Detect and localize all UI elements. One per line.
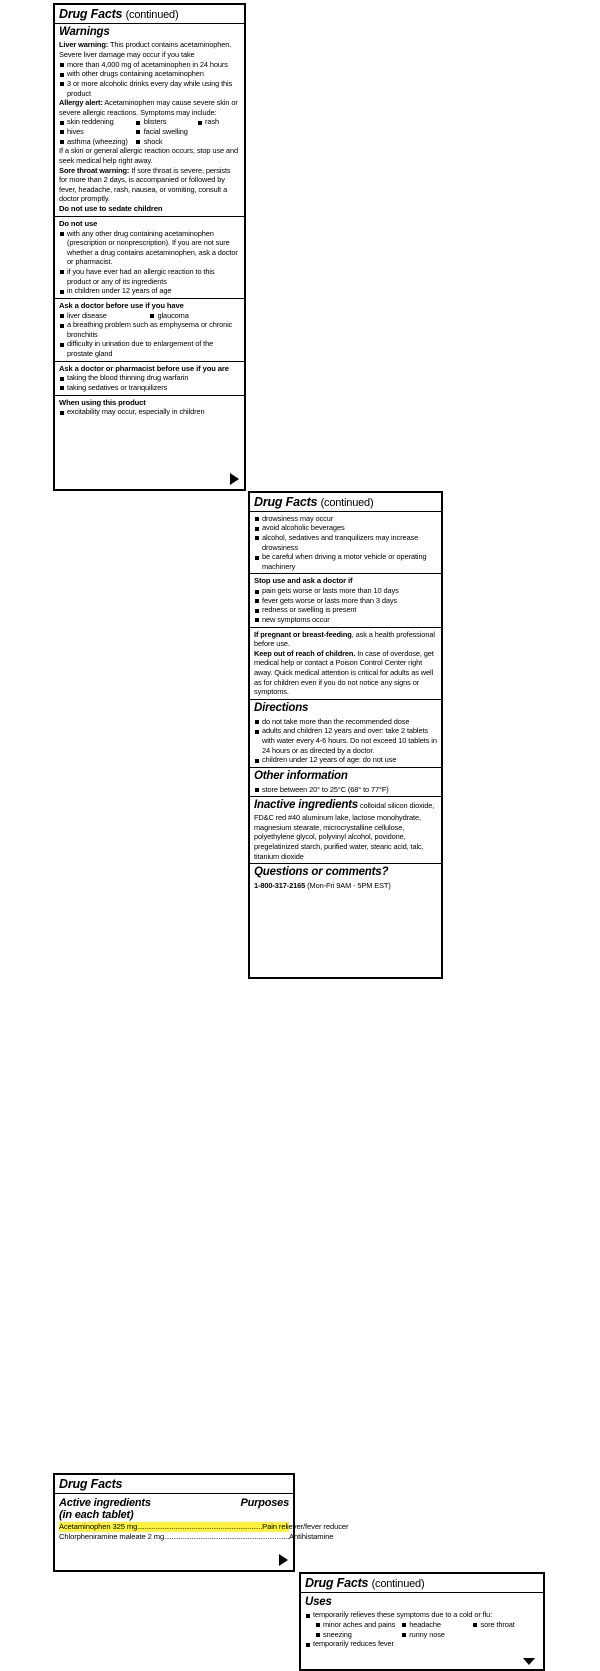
drug-facts-title: Drug Facts — [305, 1576, 369, 1590]
uses-bullets — [305, 1610, 539, 1620]
phone-number[interactable]: 1-800-317-2165 — [254, 881, 306, 891]
list-item: with other drugs containing acetaminophen — [59, 69, 240, 79]
list-item: new symptoms occur — [254, 615, 437, 625]
continued-label: (continued) — [320, 497, 374, 509]
directions-bullets — [254, 717, 437, 765]
inactive-ingredients-text: colloidal silicon dioxide, FD&C red #40 aluminum lake, lactose monohydrate, magnesium stearate, microcrystalline cellulose, polyethylene glycol, polyvinyl alcohol, povidone, pregelatinized starch, purified water, stearic acid, talc, titanium dioxide — [254, 801, 435, 861]
section-when-using-continued — [250, 512, 441, 575]
uses-final-bullets — [305, 1639, 539, 1649]
stop-use-heading: Stop use and ask a doctor if — [254, 576, 353, 586]
active-ingredients-header-row — [59, 1497, 289, 1522]
allergy-followup-text: If a skin or general allergic reaction occurs, stop use and seek medical help right away. — [59, 146, 238, 165]
section-ask-doctor — [55, 299, 244, 362]
continue-arrow-right-icon[interactable] — [279, 1554, 288, 1566]
active-ingredients-subheading: (in each tablet) — [59, 1508, 134, 1521]
allergy-alert-paragraph — [59, 98, 240, 117]
uses-heading: Uses — [305, 1595, 332, 1608]
list-item: if you have ever had an allergic reaction to this product or any of its ingredients — [59, 267, 240, 286]
continued-label: (continued) — [125, 9, 179, 21]
table-row — [59, 1532, 334, 1542]
pregnancy-label: If pregnant or breast-feeding — [254, 629, 352, 639]
directions-heading: Directions — [254, 701, 309, 714]
liver-warning-text: This product contains acetaminophen. Severe liver damage may occur if you take — [59, 40, 232, 60]
pregnancy-text: , ask a health professional before use. — [254, 629, 435, 649]
active-ingredients-heading: Active ingredients — [59, 1496, 151, 1509]
liver-warning-bullets — [59, 60, 240, 99]
list-item: avoid alcoholic beverages — [254, 523, 437, 533]
other-information-bullets — [254, 785, 437, 795]
dot-leader: ..................................................................... — [137, 1522, 263, 1532]
sore-throat-text: If sore throat is severe, persists for more than 2 days, is accompanied or followed by fever, headache, rash, nausea, or vomiting, consult a doctor promptly. — [59, 165, 231, 204]
inactive-ingredients-heading: Inactive ingredients — [254, 799, 359, 812]
list-item: pain gets worse or lasts more than 10 days — [254, 586, 437, 596]
section-stop-use — [250, 574, 441, 627]
questions-contact-line — [254, 881, 437, 891]
uses-sub-bullets — [314, 1620, 539, 1639]
ask-doctor-heading: Ask a doctor before use if you have — [59, 300, 184, 310]
list-item: runny nose — [400, 1630, 471, 1640]
ask-doctor-bullets-grid — [59, 311, 240, 321]
drug-facts-uses-panel — [299, 1572, 545, 1671]
liver-warning-paragraph — [59, 40, 240, 59]
ingredient-purpose: Antihistamine — [289, 1532, 334, 1542]
list-item: taking the blood thinning drug warfarin — [59, 373, 240, 383]
continue-arrow-down-icon[interactable] — [523, 1658, 535, 1665]
active-ingredients-heading-block — [59, 1497, 151, 1522]
panel-header-active — [55, 1475, 293, 1494]
list-item: blisters — [136, 117, 197, 127]
list-item: be careful when driving a motor vehicle or operating machinery — [254, 552, 437, 571]
purposes-heading: Purposes — [240, 1496, 289, 1509]
list-item: headache — [400, 1620, 471, 1630]
ask-doctor-bullets — [59, 320, 240, 359]
continue-arrow-right-icon[interactable] — [230, 473, 239, 485]
drug-facts-warnings-panel — [53, 3, 246, 491]
phone-hours: (Mon-Fri 9AM - 5PM EST) — [307, 881, 391, 891]
dot-leader: ..................................................................... — [164, 1532, 290, 1542]
list-item: rash — [197, 117, 240, 127]
allergy-symptom-bullets — [59, 117, 240, 146]
list-item: do not take more than the recommended dose — [254, 717, 437, 727]
section-other-information — [250, 768, 441, 797]
sedate-children-line: Do not use to sedate children — [59, 204, 163, 214]
list-item: asthma (wheezing) — [59, 137, 136, 147]
list-item: hives — [59, 127, 136, 137]
stop-use-bullets — [254, 586, 437, 625]
questions-heading: Questions or comments? — [254, 866, 389, 879]
panel-header-right — [250, 493, 441, 512]
list-item: alcohol, sedatives and tranquilizers may increase drowsiness — [254, 533, 437, 552]
uses-body — [301, 1593, 543, 1651]
section-do-not-use — [55, 217, 244, 299]
list-item: difficulty in urination due to enlargement of the prostate gland — [59, 339, 240, 358]
keep-out-text: In case of overdose, get medical help or contact a Poison Control Center right away. Quick medical attention is critical for adults as well as for children even if you do not notice any signs or symptoms. — [254, 648, 434, 697]
list-item: with any other drug containing acetaminophen (prescription or nonprescription). If you are not sure whether a drug contains acetaminophen, ask a doctor or pharmacist. — [59, 229, 240, 268]
continued-label: (continued) — [371, 1578, 425, 1590]
drug-facts-continued-panel — [248, 491, 443, 979]
drug-facts-title: Drug Facts — [254, 495, 318, 509]
pregnancy-paragraph — [254, 630, 437, 649]
panel-header-uses — [301, 1574, 543, 1593]
other-information-heading: Other information — [254, 769, 348, 782]
section-directions — [250, 700, 441, 768]
when-using-continued-bullets — [254, 514, 437, 572]
list-item: 3 or more alcoholic drinks every day while using this product — [59, 79, 240, 98]
list-item: liver disease — [59, 311, 150, 321]
sore-throat-label: Sore throat warning: — [59, 165, 130, 175]
when-using-heading: When using this product — [59, 397, 146, 407]
list-item: sneezing — [314, 1630, 400, 1640]
ingredient-name: Chlorpheniramine maleate 2 mg — [59, 1532, 165, 1542]
list-item: adults and children 12 years and over: take 2 tablets with water every 4-6 hours. Do not exceed 10 tablets in 24 hours or as directed by a doctor. — [254, 726, 437, 755]
ask-pharmacist-heading: Ask a doctor or pharmacist before use if you are — [59, 363, 229, 373]
list-item: drowsiness may occur — [254, 514, 437, 524]
list-item: store between 20° to 25°C (68° to 77°F) — [254, 785, 437, 795]
list-item: sore throat — [472, 1620, 540, 1630]
warnings-heading: Warnings — [59, 25, 110, 38]
do-not-use-bullets — [59, 229, 240, 296]
ask-pharmacist-bullets — [59, 373, 240, 392]
list-item: in children under 12 years of age — [59, 286, 240, 296]
sore-throat-paragraph — [59, 166, 240, 205]
list-item: temporarily reduces fever — [305, 1639, 539, 1649]
list-item: children under 12 years of age: do not use — [254, 755, 437, 765]
list-item: more than 4,000 mg of acetaminophen in 24 hours — [59, 60, 240, 70]
list-item: taking sedatives or tranquilizers — [59, 383, 240, 393]
section-questions — [250, 864, 441, 892]
section-when-using — [55, 396, 244, 419]
list-item: fever gets worse or lasts more than 3 days — [254, 596, 437, 606]
keep-out-label: Keep out of reach of children. — [254, 648, 356, 658]
list-item: temporarily relieves these symptoms due to a cold or flu: — [305, 1610, 539, 1620]
section-inactive-ingredients — [250, 797, 441, 864]
when-using-bullets — [59, 407, 240, 417]
drug-facts-title: Drug Facts — [59, 7, 123, 21]
list-item: glaucoma — [150, 311, 241, 321]
panel-header-warnings — [55, 5, 244, 24]
drug-facts-active-ingredients-panel — [53, 1473, 349, 1572]
ingredient-name: Acetaminophen 325 mg — [59, 1522, 138, 1532]
list-item: facial swelling — [136, 127, 197, 137]
do-not-use-heading: Do not use — [59, 218, 98, 228]
inactive-ingredients-paragraph — [254, 799, 437, 861]
section-warnings — [55, 24, 244, 217]
drug-facts-title: Drug Facts — [59, 1477, 123, 1491]
list-item: excitability may occur, especially in children — [59, 407, 240, 417]
list-item: shock — [136, 137, 197, 147]
allergy-alert-text: Acetaminophen may cause severe skin or severe allergic reactions. Symptoms may include: — [59, 98, 238, 117]
keep-out-paragraph — [254, 649, 437, 697]
list-item: minor aches and pains — [314, 1620, 400, 1630]
section-ask-pharmacist — [55, 362, 244, 396]
list-item: redness or swelling is present — [254, 605, 437, 615]
allergy-alert-label: Allergy alert: — [59, 98, 103, 108]
ingredient-purpose: Pain reliever/fever reducer — [262, 1522, 349, 1532]
section-pregnancy-keepout — [250, 628, 441, 700]
liver-warning-label: Liver warning: — [59, 40, 109, 50]
table-row — [59, 1522, 349, 1532]
active-ingredients-body — [55, 1494, 349, 1545]
list-item: skin reddening — [59, 117, 136, 127]
list-item: a breathing problem such as emphysema or chronic bronchitis — [59, 320, 240, 339]
